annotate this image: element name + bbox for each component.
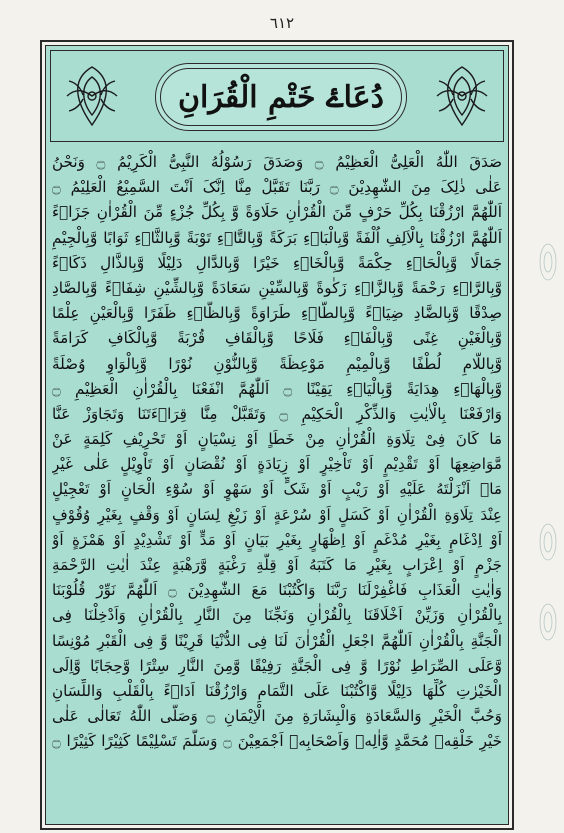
text-line: وَحُبَّ الْخَیْرِ وَالسَّعَادَةِ وَالْبِشَارَةِ مِنَ الْاِیْمَانِ ۝ وَصَلَّی اللّٰهُ تَعَالٰی عَلٰی — [52, 707, 502, 726]
margin-rosette-icon — [538, 520, 558, 564]
page-frame — [40, 40, 514, 830]
page-title: دُعَاۓ خَتْمِ الْقُرَانِ — [177, 79, 384, 115]
text-line: وَّبِاللَّامِ لُطْفًا وَّبِالْمِیْمِ مَوْعِظَةً وَّبِالنُّوْنِ نُوْرًا وَّبِالْوَاوِ وُصْلَةً — [52, 354, 502, 373]
text-line: وَّبِالْهَاۤءِ هِدَایَةً وَّبِالْیَاۤءِ یَقِیْنًا ۝ اَللّٰهُمَّ انْفَعْنَا بِالْقُرْاٰنِ الْعَظِیْمِ ۝ — [52, 379, 502, 398]
text-line: صَدَقَ اللّٰهُ الْعَلِیُّ الْعَظِیْمُ ۝ وَصَدَقَ رَسُوْلُهُ النَّبِیُّ الْکَرِیْمُ ۝ وَنَحْنُ — [52, 153, 502, 171]
text-line: عَلٰی ذٰلِکَ مِنَ الشّٰهِدِیْنَ ۝ رَبَّنَا تَقَبَّلْ مِنَّا اِنَّکَ اَنْتَ السَّمِیْعُ الْعَلِیْمُ ۝ — [52, 178, 502, 197]
text-line: وَّبِالْغَیْنِ غِنًی وَّبِالْفَاۤءِ فَلَاحًا وَّبِالْقَافِ قُرْبَةً وَّبِالْکَافِ کَرَامَةً — [52, 329, 502, 348]
dua-text-body — [52, 150, 502, 818]
text-line: صِدْقًا وَّبِالضَّادِ ضِیَاۤءً وَّبِالطَّاۤءِ طَرَاوَةً وَّبِالظَّاۤءِ ظَفَرًا وَّبِالْعَیْنِ عِلْمًا — [52, 304, 502, 323]
text-line: اَللّٰهُمَّ ارْزُقْنَا بِکُلِّ حَرْفٍ مِّنَ الْقُرْاٰنِ حَلَاوَةً وَّ بِکُلِّ جُزْءٍ مِّنَ الْقُرْاٰنِ جَزَاۤءً — [52, 203, 502, 222]
text-line: خَیْرِ خَلْقِهٖ مُحَمَّدٍ وَّاٰلِهٖ وَاَصْحَابِهٖ اَجْمَعِیْنَ ۝ وَسَلَّمَ تَسْلِیْمًا کَثِیْرًا کَثِیْرًا ۝ — [52, 732, 502, 751]
floral-ornament-icon — [61, 61, 123, 131]
margin-rosette-icon — [538, 600, 558, 644]
text-line: وَارْفَعْنَا بِالْاٰیٰتِ وَالذِّکْرِ الْحَکِیْمِ ۝ وَتَقَبَّلْ مِنَّا قِرَاۤءَتَنَا وَتَجَاوَزْ عَنَّا — [52, 404, 502, 423]
floral-ornament-icon — [431, 61, 493, 131]
text-line: مَّوَاضِعِهَا اَوْ تَقْدِیْمٍ اَوْ تَاْخِیْرٍ اَوْ زِیَادَةٍ اَوْ نُقْصَانٍ اَوْ تَاْوِیْلٍ عَلٰی غَیْرِ — [52, 455, 502, 474]
text-line: وَاٰیٰتِ الْعَذَابِ فَاغْفِرْلَنَا رَبَّنَا وَاکْتُبْنَا مَعَ الشّٰهِدِیْنَ ۝ اَللّٰهُمَّ نَوِّرْ قُلُوْبَنَا — [52, 581, 502, 600]
page-number: ٦١٢ — [269, 14, 295, 32]
text-line: عِنْدَ تِلَاوَةِ الْقُرْاٰنِ اَوْ کَسَلٍ اَوْ سُرْعَةٍ اَوْ زَیْغِ لِسَانٍ اَوْ وَقْفٍ بِغَیْرِ وُقُوْفٍ — [52, 505, 502, 524]
text-line: الْجَنَّةِ بِالْقُرْاٰنِ اَللّٰهُمَّ اجْعَلِ الْقُرْاٰنَ لَنَا فِی الدُّنْیَا قَرِیْنًا وَّ فِی الْقَبْرِ مُوْنِسًا — [52, 631, 502, 650]
text-line: اَللّٰهُمَّ ارْزُقْنَا بِالْاَلِفِ اُلْفَةً وَّبِالْبَاۤءِ بَرَکَةً وَّبِالتَّاۤءِ تَوْبَةً وَّبِالثَّاۤءِ ثَوَابًا وَّبِالْجِیْمِ — [52, 228, 502, 247]
text-line: جَمَالًا وَّبِالْحَاۤءِ حِکْمَةً وَّبِالْخَاۤءِ خَیْرًا وَّبِالدَّالِ دَلِیْلًا وَّبِالذَّالِ ذَکَاۤءً — [52, 253, 502, 272]
title-header — [50, 50, 504, 142]
text-panel — [45, 45, 509, 825]
text-line: وَّبِالرَّاۤءِ رَحْمَةً وَّبِالزَّاۤءِ زَکٰوةً وَّبِالسِّیْنِ سَعَادَةً وَّبِالشِّیْنِ شِفَاۤءً وَّبِالصَّادِ — [52, 278, 502, 297]
margin-rosette-icon — [538, 240, 558, 284]
text-line: اَوْ اِدْغَامٍ بِغَیْرِ مُدْغَمٍ اَوْ اِظْهَارٍ بِغَیْرِ بَیَانٍ اَوْ مَدٍّ اَوْ تَشْدِیْدٍ اَوْ هَمْزَةٍ اَوْ — [52, 530, 502, 549]
text-line: جَزْمٍ اَوْ اِعْرَابٍ بِغَیْرِ مَا کَتَبَهُ اَوْ قِلَّةِ رَغْبَةٍ وَّرَهْبَةٍ عِنْدَ اٰیٰتِ الرَّحْمَةِ — [52, 556, 502, 574]
title-cartouche — [155, 63, 407, 131]
text-line: الْخَیْرٰتِ کُلِّهَا دَلِیْلًا وَّاکْتُبْنَا عَلَی التَّمَامِ وَارْزُقْنَا اَدَاۤءً بِالْقَلْبِ وَاللِّسَانِ — [52, 681, 502, 700]
text-line: مَا کَانَ فِیْ تِلَاوَةِ الْقُرْاٰنِ مِنْ خَطَاٍ اَوْ نِسْیَانٍ اَوْ تَحْرِیْفِ کَلِمَةٍ عَنْ — [52, 430, 502, 449]
text-line: بِالْقُرْاٰنِ وَزَیِّنْ اَخْلَاقَنَا بِالْقُرْاٰنِ وَنَجِّنَا مِنَ النَّارِ بِالْقُرْاٰنِ وَاَدْخِلْنَا فِی — [52, 606, 502, 625]
text-line: مَاۤ اَنْزَلْتَهُ عَلَیْهِ اَوْ رَیْبٍ اَوْ شَکٍّ اَوْ سَهْوٍ اَوْ سُوْٓءِ الْحَانٍ اَوْ تَعْجِیْلٍ — [52, 480, 502, 499]
text-line: وَّعَلَی الصِّرَاطِ نُوْرًا وَّ فِی الْجَنَّةِ رَفِیْقًا وَّمِنَ النَّارِ سِتْرًا وَّحِجَابًا وَّاِلَی — [52, 656, 502, 675]
